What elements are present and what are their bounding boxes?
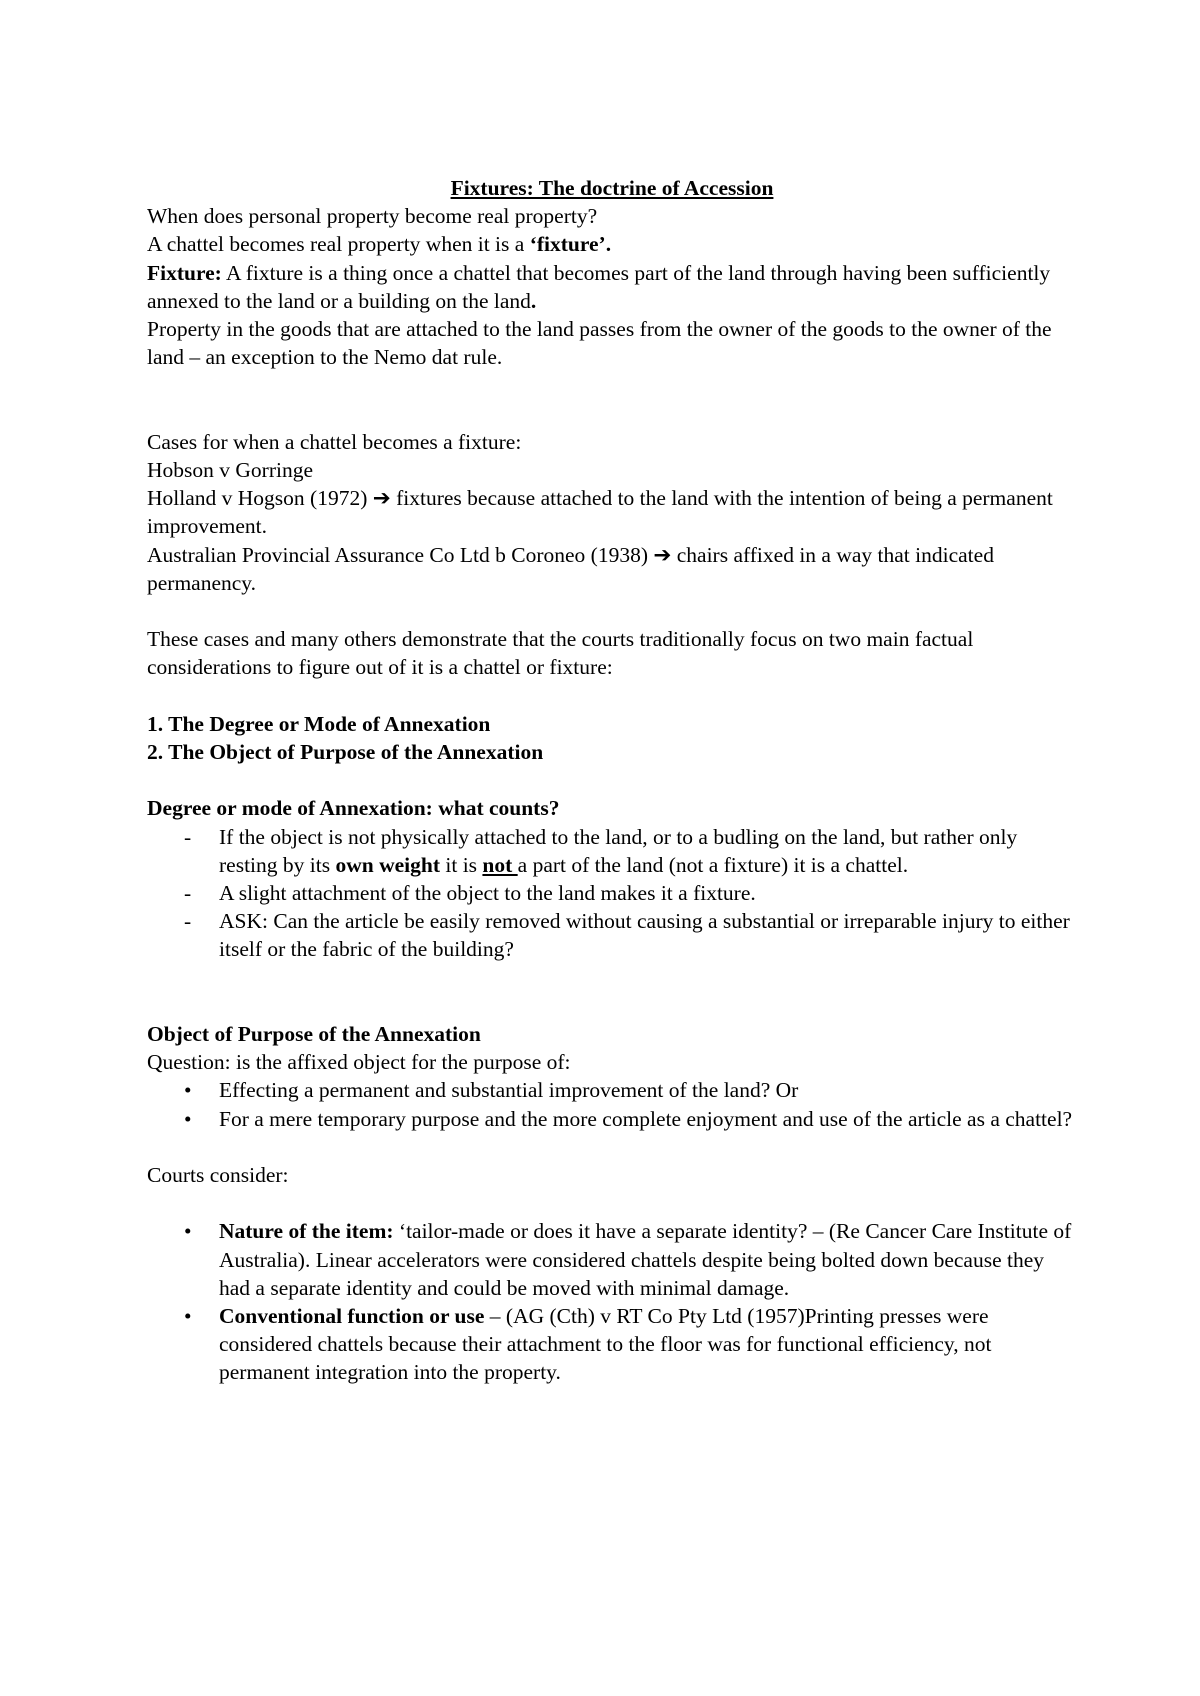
list-item (147, 823, 1077, 879)
summary-paragraph: These cases and many others demonstrate that the courts traditionally focus on two main factual considerations to figure out of it is a chattel or fixture: (147, 627, 974, 680)
object-item-2-text: For a mere temporary purpose and the more complete enjoyment and use of the article as a chattel? (219, 1106, 1073, 1131)
consideration-one-text: 1. The Degree or Mode of Annexation (147, 711, 491, 736)
case-hobson: Hobson v Gorringe (147, 458, 314, 483)
degree-item-1-end: a part of the land (not a fixture) it is a chattel. (517, 852, 909, 877)
nature-text: ‘tailor-made or does it have a separate identity? – (Re Cancer Care Institute of Australia). Linear accelerators were considered chattels despite being bolted down because they had a separate identity and could be moved with minimal damage. (219, 1219, 1072, 1300)
degree-list (147, 823, 1077, 964)
object-question: Question: is the affixed object for the purpose of: (147, 1050, 571, 1075)
arrow-icon: ➔ (653, 542, 672, 567)
degree-heading-text: Degree or mode of Annexation: what counts? (147, 796, 560, 821)
case-coroneo-name: Australian Provincial Assurance Co Ltd b Coroneo (1938) (147, 542, 654, 567)
list-item (147, 1105, 1077, 1133)
bullet-marker: • (184, 1219, 192, 1244)
intro-chattel-line (147, 230, 1077, 258)
case-holland-text: fixtures because attached to the land with the intention of being a permanent improvement. (147, 486, 1053, 539)
dash-marker: - (184, 824, 192, 849)
object-list (147, 1076, 1077, 1132)
fixture-definition-label: Fixture: (147, 260, 222, 285)
bullet-marker: • (184, 1078, 192, 1103)
consideration-two (147, 738, 1077, 766)
bullet-marker: • (184, 1106, 192, 1131)
consideration-two-text: 2. The Object of Purpose of the Annexation (147, 740, 544, 765)
list-item (147, 1076, 1077, 1104)
not-term: not (482, 852, 518, 877)
consideration-one (147, 710, 1077, 738)
cases-heading: Cases for when a chattel becomes a fixture: (147, 429, 522, 454)
fixture-definition-end: . (530, 288, 537, 313)
document-body (147, 174, 1077, 1387)
degree-item-2-text: A slight attachment of the object to the land makes it a fixture. (219, 881, 756, 906)
list-item (147, 1302, 1077, 1387)
fixture-definition-text: A fixture is a thing once a chattel that becomes part of the land through having been sufficiently annexed to the land or a building on the land (147, 260, 1051, 313)
function-text: – (AG (Cth) v RT Co Pty Ltd (1957)Printing presses were considered chattels because their attachment to the floor was for functional efficiency, not permanent integration into the property. (219, 1304, 992, 1385)
case-coroneo-text: chairs affixed in a way that indicated permanency. (147, 542, 994, 595)
bullet-marker: • (184, 1304, 192, 1329)
courts-heading: Courts consider: (147, 1163, 289, 1188)
function-label: Conventional function or use (219, 1304, 485, 1329)
list-item (147, 907, 1077, 963)
case-holland-name: Holland v Hogson (1972) (147, 486, 373, 511)
case-holland (147, 484, 1077, 540)
dash-marker: - (184, 909, 192, 934)
fixture-term: ‘fixture’. (529, 232, 612, 257)
object-heading-text: Object of Purpose of the Annexation (147, 1022, 481, 1047)
degree-item-1-text: If the object is not physically attached to the land, or to a budling on the land, but rather only resting by its (219, 824, 1018, 877)
arrow-icon: ➔ (372, 486, 391, 511)
nature-label: Nature of the item: (219, 1219, 394, 1244)
list-item (147, 1217, 1077, 1302)
document-title: Fixtures: The doctrine of Accession (450, 176, 774, 200)
own-weight-term: own weight (335, 852, 440, 877)
courts-list (147, 1217, 1077, 1386)
degree-item-1-mid: it is (440, 852, 483, 877)
object-item-1-text: Effecting a permanent and substantial improvement of the land? Or (219, 1078, 799, 1103)
intro-chattel-text: A chattel becomes real property when it is a (147, 232, 530, 257)
property-passing-text: Property in the goods that are attached to the land passes from the owner of the goods to the owner of the land – an exception to the Nemo dat rule. (147, 317, 1052, 370)
object-heading (147, 1020, 1077, 1048)
case-coroneo (147, 541, 1077, 597)
degree-item-3-text: ASK: Can the article be easily removed without causing a substantial or irreparable injury to either itself or the fabric of the building? (219, 909, 1070, 962)
list-item (147, 879, 1077, 907)
dash-marker: - (184, 881, 192, 906)
fixture-definition (147, 259, 1077, 315)
intro-question: When does personal property become real property? (147, 204, 598, 229)
degree-heading (147, 794, 1077, 822)
